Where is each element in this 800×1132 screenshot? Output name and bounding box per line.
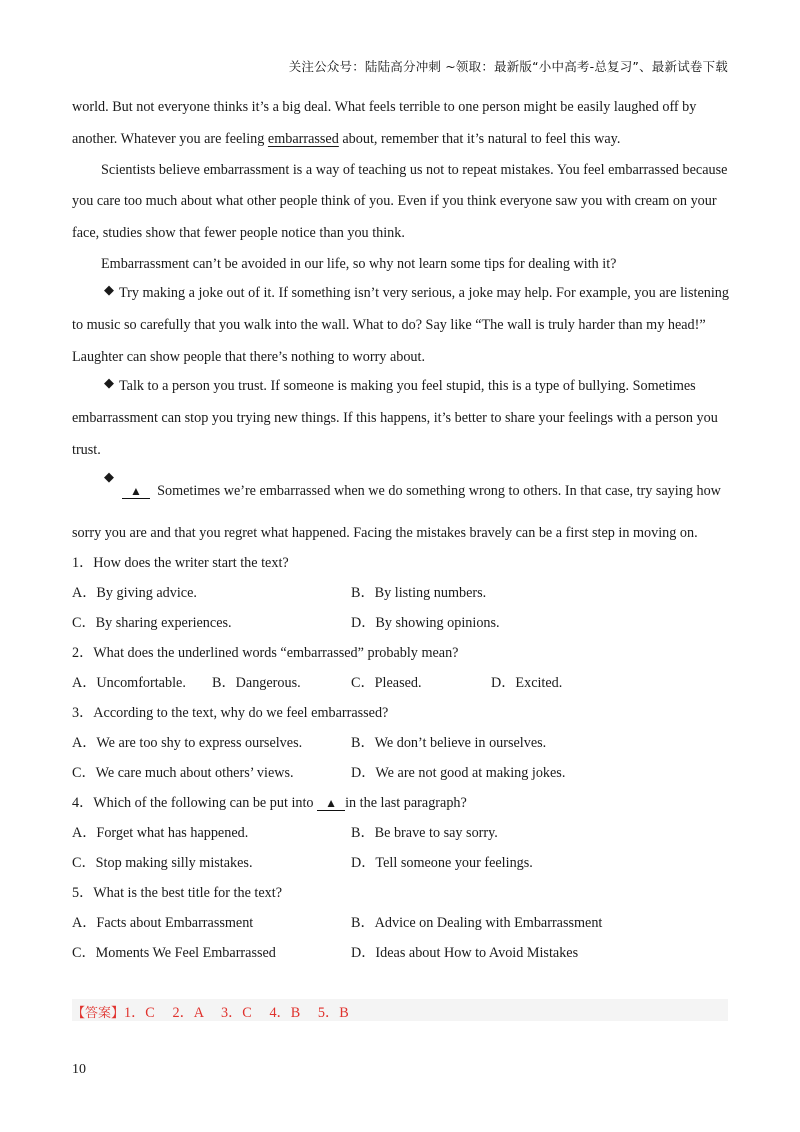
option: A．Uncomfortable.: [72, 675, 186, 691]
passage-line: world. But not everyone thinks it’s a big deal. What feels terrible to one person might be easily laughed off by: [72, 99, 697, 115]
option: B．Be brave to say sorry.: [351, 825, 498, 841]
passage-line: Scientists believe embarrassment is a way of teaching us not to repeat mistakes. You feel embarrassed because: [101, 162, 728, 178]
passage-line: [122, 482, 721, 500]
triangle-icon: ▲: [325, 796, 338, 810]
passage-text: another. Whatever you are feeling: [72, 131, 268, 147]
passage-line: you care too much about what other people think of you. Even if you think everyone saw you with cream on your: [72, 193, 717, 209]
option: C．By sharing experiences.: [72, 615, 232, 631]
answer-blank: [122, 484, 150, 499]
passage-line: embarrassment can stop you trying new things. If this happens, it’s better to share your feelings with a person you: [72, 410, 718, 426]
option: B．Dangerous.: [212, 675, 301, 691]
answer-blank: [317, 796, 345, 811]
passage-line: Try making a joke out of it. If something isn’t very serious, a joke may help. For example, you are listening: [119, 285, 729, 301]
page-header: 关注公众号：陆陆高分冲刺 ~领取：最新版“小中高考-总复习”、最新试卷下载: [288, 59, 728, 74]
answer-key: [72, 1002, 349, 1022]
passage-line: sorry you are and that you regret what happened. Facing the mistakes bravely can be a first step in moving on.: [72, 525, 698, 541]
option: A．Forget what has happened.: [72, 825, 249, 841]
option: B．Advice on Dealing with Embarrassment: [351, 915, 603, 931]
option: B．By listing numbers.: [351, 585, 487, 601]
passage-line: [72, 130, 620, 148]
option: C．Moments We Feel Embarrassed: [72, 945, 276, 961]
option: A．We are too shy to express ourselves.: [72, 735, 303, 751]
option: C．Stop making silly mistakes.: [72, 855, 253, 871]
option: A．By giving advice.: [72, 585, 197, 601]
question-stem: 5．What is the best title for the text?: [72, 885, 282, 901]
passage-text: Sometimes we’re embarrassed when we do something wrong to others. In that case, try saying how: [157, 483, 721, 499]
diamond-bullet-icon: ◆: [104, 375, 114, 390]
question-stem: 3．According to the text, why do we feel embarrassed?: [72, 705, 389, 721]
question-stem: 2．What does the underlined words “embarrassed” probably mean?: [72, 645, 459, 661]
option: D．By showing opinions.: [351, 615, 500, 631]
option: D．We are not good at making jokes.: [351, 765, 566, 781]
underlined-word: embarrassed: [267, 131, 339, 147]
question-text: 4．Which of the following can be put into: [72, 795, 318, 811]
answer-text: 1．C 2．A 3．C 4．B 5．B: [124, 1005, 349, 1021]
option: D．Tell someone your feelings.: [351, 855, 533, 871]
option: A．Facts about Embarrassment: [72, 915, 254, 931]
passage-line: face, studies show that fewer people notice than you think.: [72, 225, 405, 241]
question-text: in the last paragraph?: [345, 795, 467, 811]
passage-line: to music so carefully that you walk into the wall. What to do? Say like “The wall is truly harder than my head!”: [72, 317, 706, 333]
option: B．We don’t believe in ourselves.: [351, 735, 547, 751]
option: C．Pleased.: [351, 675, 422, 691]
option: D．Excited.: [491, 675, 563, 691]
answer-label: 【答案】: [72, 1006, 125, 1021]
passage-line: Laughter can show people that there’s nothing to worry about.: [72, 349, 426, 365]
question-stem: 1．How does the writer start the text?: [72, 555, 289, 571]
passage-text: about, remember that it’s natural to feel this way.: [338, 131, 621, 147]
question-stem: [72, 794, 467, 812]
triangle-icon: ▲: [130, 484, 142, 498]
passage-line: Talk to a person you trust. If someone is making you feel stupid, this is a type of bullying. Sometimes: [119, 378, 696, 394]
diamond-bullet-icon: ◆: [104, 282, 114, 297]
option: C．We care much about others’ views.: [72, 765, 294, 781]
page-number: 10: [72, 1062, 86, 1077]
option: D．Ideas about How to Avoid Mistakes: [351, 945, 579, 961]
passage-line: Embarrassment can’t be avoided in our life, so why not learn some tips for dealing with it?: [101, 256, 617, 272]
diamond-bullet-icon: ◆: [104, 469, 114, 484]
passage-line: trust.: [72, 442, 101, 458]
